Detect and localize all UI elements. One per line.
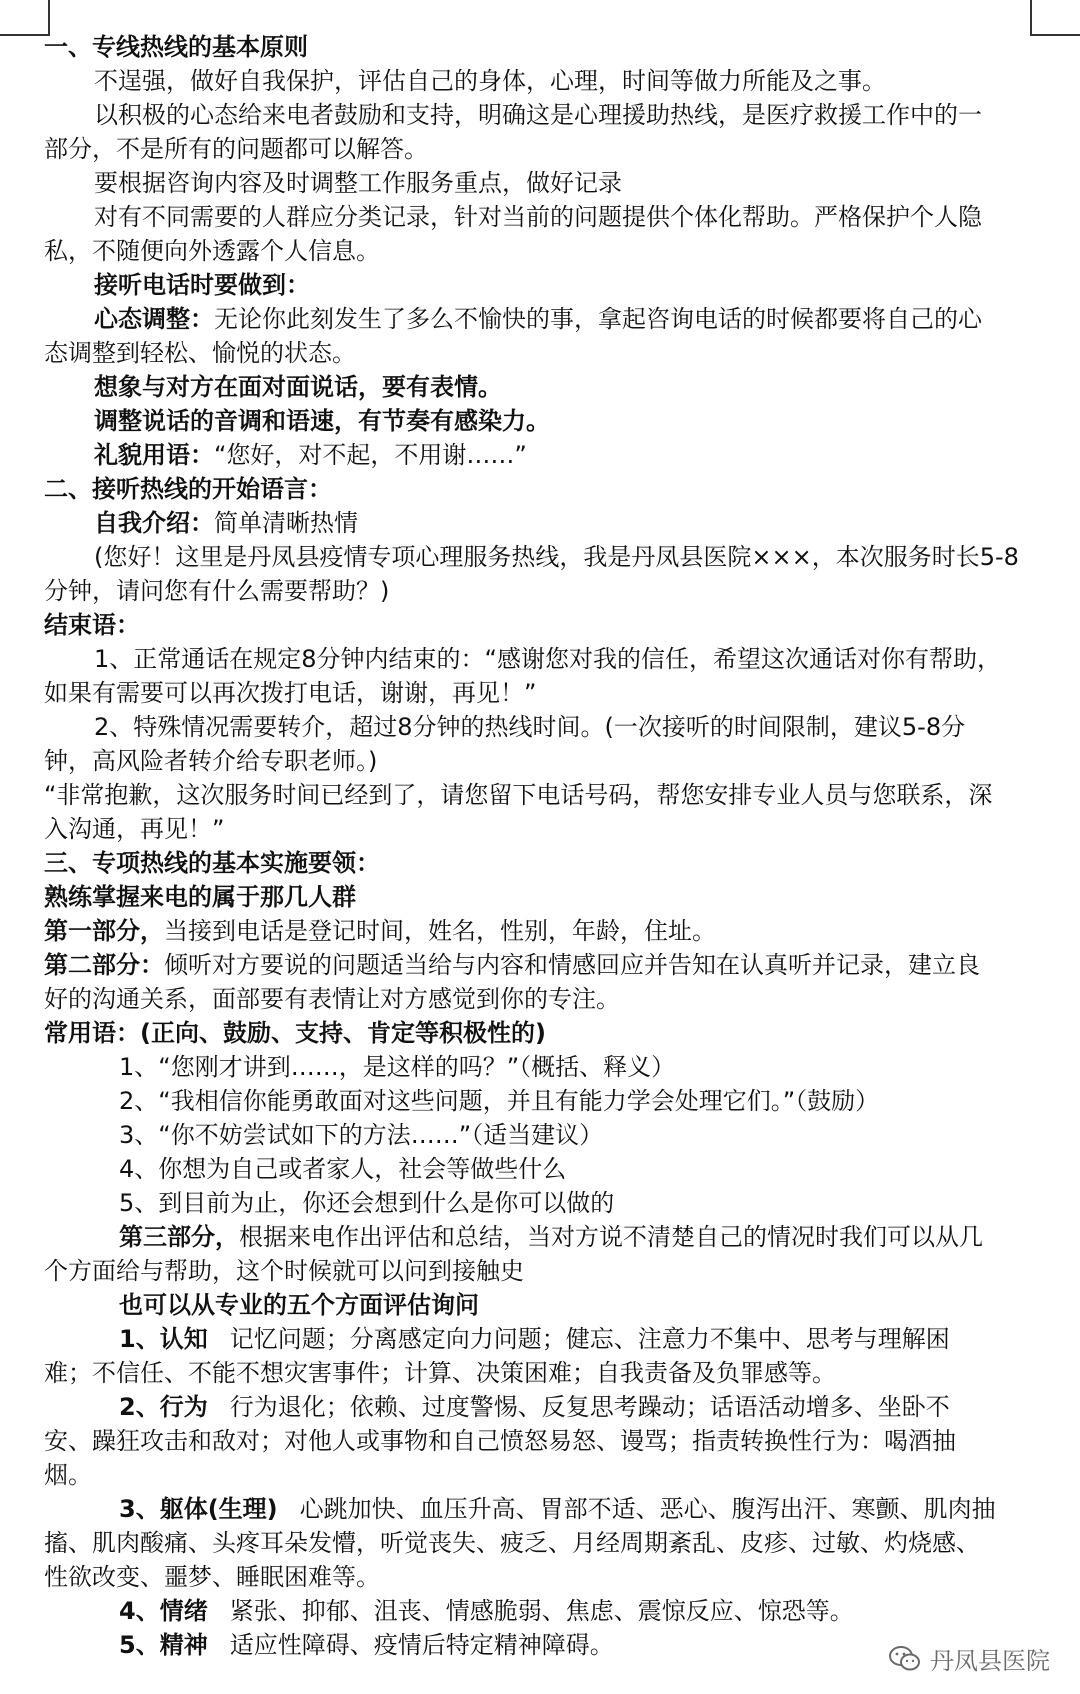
label: 1、认知 <box>119 1325 208 1353</box>
paragraph: (您好！这里是丹凤县疫情专项心理服务热线，我是丹凤县医院×××，本次服务时长5-8 <box>94 543 1019 571</box>
label: 2、行为 <box>119 1393 208 1421</box>
list-item-continued: 搐、肌肉酸痛、头疼耳朵发懵，听觉丧失、疲乏、月经周期紊乱、皮疹、过敏、灼烧感、 <box>44 1529 980 1557</box>
list-item-continued: 安、躁狂攻击和敌对；对他人或事物和自己愤怒易怒、谩骂；指责转换性行为：喝酒抽 <box>44 1427 956 1455</box>
text: 心跳加快、血压升高、胃部不适、恶心、腹泻出汗、寒颤、肌肉抽 <box>299 1495 996 1523</box>
text: 紧张、抑郁、沮丧、情感脆弱、焦虑、震惊反应、惊恐等。 <box>229 1597 854 1625</box>
paragraph <box>44 302 1044 336</box>
text: 行为退化；依赖、过度警惕、反复思考躁动；话语活动增多、坐卧不 <box>229 1393 950 1421</box>
wechat-icon <box>888 1645 922 1673</box>
list-item <box>44 1492 1044 1526</box>
crop-mark-top-left <box>0 0 50 36</box>
label: 第二部分： <box>44 951 164 979</box>
paragraph: 要根据咨询内容及时调整工作服务重点，做好记录 <box>94 169 622 197</box>
paragraph: 分钟，请问您有什么需要帮助？) <box>44 577 390 605</box>
label: 自我介绍： <box>94 509 214 537</box>
text: 简单清晰热情 <box>214 509 358 537</box>
section-3-heading: 三、专项热线的基本实施要领： <box>44 849 380 877</box>
watermark-text: 丹凤县医院 <box>930 1647 1050 1675</box>
paragraph <box>44 948 1044 982</box>
list-item <box>44 1594 1044 1628</box>
list-item: 2、“我相信你能勇敢面对这些问题，并且有能力学会处理它们。”（鼓励） <box>119 1087 880 1115</box>
text: 当接到电话是登记时间，姓名，性别，年龄，住址。 <box>164 917 716 945</box>
paragraph <box>44 1220 1044 1254</box>
list-item-continued: 烟。 <box>44 1461 92 1489</box>
subheading: 接听电话时要做到： <box>94 271 310 299</box>
text: “您好，对不起，不用谢……” <box>214 441 527 469</box>
paragraph: 对有不同需要的人群应分类记录，针对当前的问题提供个体化帮助。严格保护个人隐 <box>94 203 982 231</box>
text: 记忆问题；分离感定向力问题；健忘、注意力不集中、思考与理解困 <box>229 1325 950 1353</box>
label: 礼貌用语： <box>94 441 214 469</box>
label: 4、情绪 <box>119 1597 208 1625</box>
subheading: 常用语：(正向、鼓励、支持、肯定等积极性的) <box>44 1019 546 1047</box>
paragraph: 钟，高风险者转介给专职老师。) <box>44 747 378 775</box>
label: 3、躯体(生理) <box>119 1495 278 1523</box>
label: 第一部分， <box>44 917 164 945</box>
list-item: 1、“您刚才讲到……，是这样的吗？”（概括、释义） <box>119 1053 676 1081</box>
paragraph: 不逞强，做好自我保护，评估自己的身体，心理，时间等做力所能及之事。 <box>94 67 886 95</box>
list-item <box>44 1322 1044 1356</box>
label: 心态调整： <box>94 305 214 333</box>
paragraph: 私，不随便向外透露个人信息。 <box>44 237 380 265</box>
paragraph: “非常抱歉，这次服务时间已经到了，请您留下电话号码，帮您安排专业人员与您联系，深 <box>44 781 993 809</box>
paragraph: 态调整到轻松、愉悦的状态。 <box>44 339 356 367</box>
watermark <box>888 1641 1050 1676</box>
list-item: 3、“你不妨尝试如下的方法……”（适当建议） <box>119 1121 604 1149</box>
list-item: 5、到目前为止，你还会想到什么是你可以做的 <box>119 1189 615 1217</box>
list-item-continued: 性欲改变、噩梦、睡眠困难等。 <box>44 1563 380 1591</box>
document-page <box>44 30 1044 1662</box>
text: 根据来电作出评估和总结，当对方说不清楚自己的情况时我们可以从几 <box>239 1223 983 1251</box>
section-1-heading: 一、专线热线的基本原则 <box>44 33 308 61</box>
list-item: 4、你想为自己或者家人，社会等做些什么 <box>119 1155 567 1183</box>
text: 倾听对方要说的问题适当给与内容和情感回应并告知在认真听并记录，建立良 <box>164 951 980 979</box>
paragraph: 2、特殊情况需要转介，超过8分钟的热线时间。(一次接听的时间限制，建议5-8分 <box>94 713 966 741</box>
paragraph: 1、正常通话在规定8分钟内结束的：“感谢您对我的信任，希望这次通话对你有帮助， <box>94 645 1001 673</box>
paragraph: 入沟通，再见！” <box>44 815 225 843</box>
paragraph: 部分，不是所有的问题都可以解答。 <box>44 135 428 163</box>
paragraph: 如果有需要可以再次拨打电话，谢谢，再见！” <box>44 679 537 707</box>
text: 无论你此刻发生了多么不愉快的事，拿起咨询电话的时候都要将自己的心 <box>214 305 982 333</box>
section-2-heading: 二、接听热线的开始语言： <box>44 475 332 503</box>
subheading: 也可以从专业的五个方面评估询问 <box>119 1291 479 1319</box>
subheading: 结束语： <box>44 611 140 639</box>
paragraph <box>44 914 1044 948</box>
subheading: 熟练掌握来电的属于那几人群 <box>44 883 356 911</box>
paragraph: 想象与对方在面对面说话，要有表情。 <box>94 373 502 401</box>
text: 适应性障碍、疫情后特定精神障碍。 <box>229 1631 614 1659</box>
paragraph: 以积极的心态给来电者鼓励和支持，明确这是心理援助热线，是医疗救援工作中的一 <box>94 101 982 129</box>
label: 5、精神 <box>119 1631 208 1659</box>
paragraph: 好的沟通关系，面部要有表情让对方感觉到你的专注。 <box>44 985 620 1013</box>
paragraph: 调整说话的音调和语速，有节奏有感染力。 <box>94 407 550 435</box>
list-item <box>44 1390 1044 1424</box>
label: 第三部分， <box>119 1223 239 1251</box>
list-item-continued: 难；不信任、不能不想灾害事件；计算、决策困难；自我责备及负罪感等。 <box>44 1359 836 1387</box>
paragraph <box>44 506 1044 540</box>
paragraph <box>44 438 1044 472</box>
paragraph: 个方面给与帮助，这个时候就可以问到接触史 <box>44 1257 524 1285</box>
